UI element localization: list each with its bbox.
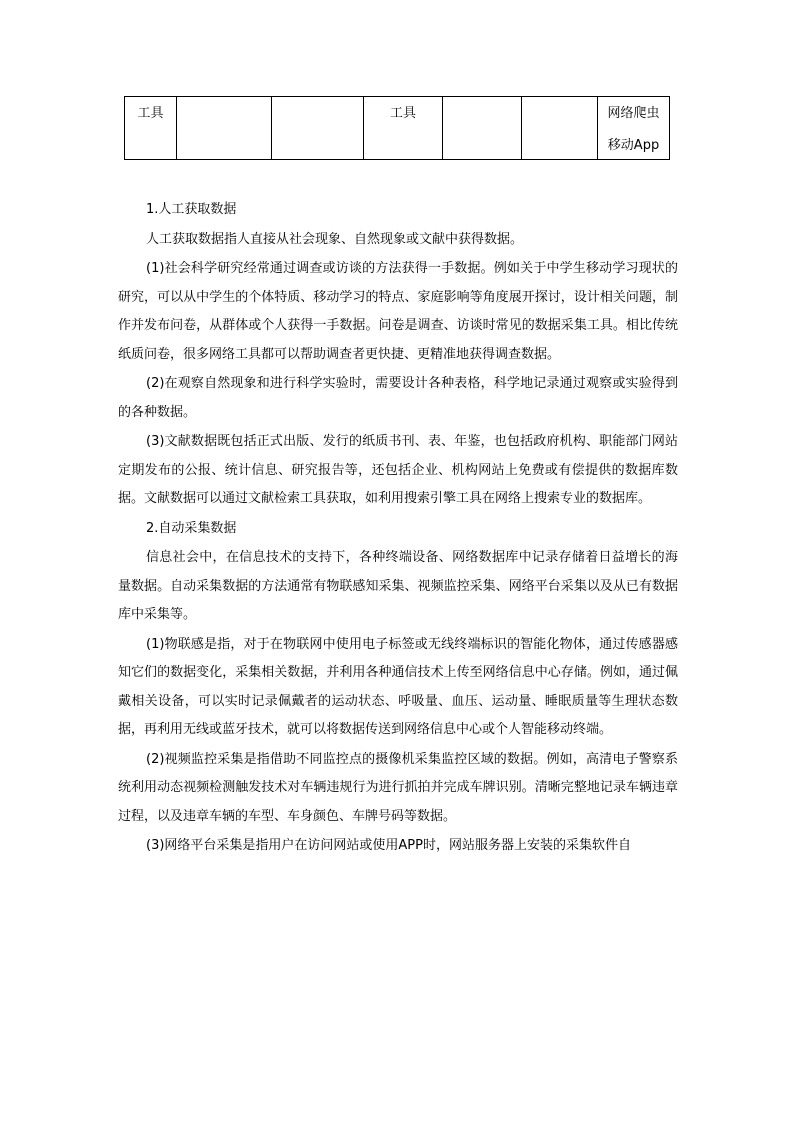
table-cell (125, 97, 177, 160)
paragraph: 人工获取数据指人直接从社会现象、自然现象或文献中获得数据。 (146, 231, 524, 247)
table-cell (598, 97, 670, 160)
tools-table-fragment (124, 96, 670, 160)
paragraph: (1)社会科学研究经常通过调查或访谈的方法获得一手数据。例如关于中学生移动学习现状的研究，可以从中学生的个体特质、移动学习的特点、家庭影响等角度展开探讨，设计相关问题，制作并发布问卷，从群体或个人获得一手数据。问卷是调查、访谈时常见的数据采集工具。相比传统纸质问卷，很多网络工具都可以帮助调查者更快捷、更精准地获得调查数据。 (118, 261, 678, 362)
table-row (125, 97, 670, 160)
paragraph: (3)网络平台采集是指用户在访问网站或使用APP时，网站服务器上安装的采集软件自 (146, 838, 631, 853)
body-text (118, 196, 678, 861)
paragraph: (2)在观察自然现象和进行科学实验时，需要设计各种表格，科学地记录通过观察或实验得到的各种数据。 (118, 376, 678, 420)
table-cell (272, 97, 364, 160)
table-cell (177, 97, 272, 160)
cell-text: 工具 (137, 106, 164, 121)
cell-text: 工具 (389, 106, 416, 121)
table-cell (443, 97, 522, 160)
paragraph: 信息社会中，在信息技术的支持下，各种终端设备、网络数据库中记录存储着日益增长的海量数据。自动采集数据的方法通常有物联感知采集、视频监控采集、网络平台采集以及从已有数据库中采集等。 (118, 550, 678, 622)
section-heading: 2.自动采集数据 (146, 520, 237, 536)
section-heading: 1.人工获取数据 (146, 202, 237, 217)
cell-text: 移动App (607, 138, 660, 153)
table-cell (522, 97, 598, 160)
paragraph: (1)物联感是指，对于在物联网中使用电子标签或无线终端标识的智能化物体，通过传感器感知它们的数据变化，采集相关数据，并利用各种通信技术上传至网络信息中心存储。例如，通过佩戴相关设备，可以实时记录佩戴者的运动状态、呼吸量、血压、运动量、睡眠质量等生理状态数据，再利用无线或蓝牙技术，就可以将数据传送到网络信息中心或个人智能移动终端。 (118, 636, 678, 737)
paragraph: (2)视频监控采集是指借助不同监控点的摄像机采集监控区域的数据。例如，高清电子警察系统利用动态视频检测触发技术对车辆违规行为进行抓拍并完成车牌识别。清晰完整地记录车辆违章过程，以及违章车辆的车型、车身颜色、车牌号码等数据。 (118, 751, 678, 824)
table-cell (364, 97, 443, 160)
cell-text: 网络爬虫 (607, 106, 660, 121)
paragraph: (3)文献数据既包括正式出版、发行的纸质书刊、表、年鉴，也包括政府机构、职能部门网站定期发布的公报、统计信息、研究报告等，还包括企业、机构网站上免费或有偿提供的数据库数据。文献数据可以通过文献检索工具获取，如利用搜索引擎工具在网络上搜索专业的数据库。 (118, 434, 678, 506)
